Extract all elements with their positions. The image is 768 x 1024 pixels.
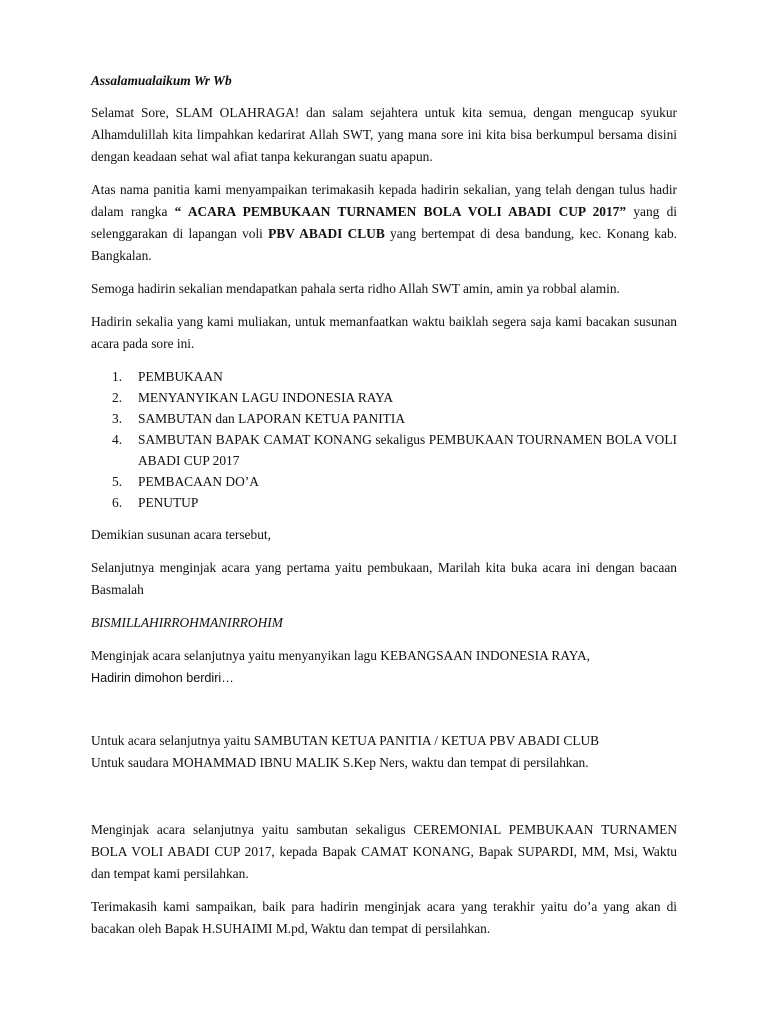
agenda-item: [112, 429, 677, 471]
agenda-list: [91, 366, 677, 513]
committee-speech-line2: Untuk saudara MOHAMMAD IBNU MALIK S.Kep Ners, waktu dan tempat di persilahkan.: [91, 755, 589, 770]
anthem-stand-text: Hadirin dimohon berdiri…: [91, 671, 234, 685]
agenda-item-number: 5.: [112, 474, 123, 489]
agenda-item: [112, 408, 677, 429]
paragraph-ceremonial: Menginjak acara selanjutnya yaitu sambutan sekaligus CEREMONIAL PEMBUKAAN TURNAMEN BOLA VOLI ABADI CUP 2017, kepada Bapak CAMAT KONANG, Bapak SUPARDI, MM, Msi, Waktu dan tempat kami persilahkan.: [91, 822, 677, 881]
blank-space: [91, 785, 677, 819]
paragraph-committee-speech: [91, 730, 677, 774]
event-name: “ ACARA PEMBUKAAN TURNAMEN BOLA VOLI ABADI CUP 2017”: [174, 204, 627, 219]
paragraph-anthem: [91, 645, 677, 689]
agenda-item-text: PEMBUKAAN: [138, 369, 223, 384]
agenda-item: [112, 471, 677, 492]
thanks-text-a: Atas nama panitia kami menyampaikan terimakasih kepada hadirin sekalian, yang telah dengan tulus hadir dalam rangka: [91, 182, 677, 219]
agenda-item-number: 2.: [112, 390, 123, 405]
thanks-text-c: yang bertempat di desa bandung, kec. Konang kab. Bangkalan.: [91, 226, 677, 263]
document-body: [91, 70, 677, 951]
committee-speech-line1: Untuk acara selanjutnya yaitu SAMBUTAN KETUA PANITIA / KETUA PBV ABADI CLUB: [91, 733, 600, 748]
agenda-item-text: PEMBACAAN DO’A: [138, 474, 259, 489]
agenda-item-number: 1.: [112, 369, 123, 384]
paragraph-prayer: Semoga hadirin sekalian mendapatkan pahala serta ridho Allah SWT amin, amin ya robbal alamin.: [91, 281, 620, 296]
agenda-item-text: MENYANYIKAN LAGU INDONESIA RAYA: [138, 390, 394, 405]
paragraph-opening-basmalah: Selanjutnya menginjak acara yang pertama yaitu pembukaan, Marilah kita buka acara ini dengan bacaan Basmalah: [91, 560, 677, 597]
agenda-item-number: 6.: [112, 495, 123, 510]
basmalah-text: BISMILLAHIRROHMANIRROHIM: [91, 615, 283, 630]
agenda-item-text: SAMBUTAN dan LAPORAN KETUA PANITIA: [138, 411, 405, 426]
agenda-item-number: 4.: [112, 432, 123, 447]
agenda-item: [112, 492, 677, 513]
agenda-item-text: SAMBUTAN BAPAK CAMAT KONANG sekaligus PEMBUKAAN TOURNAMEN BOLA VOLI ABADI CUP 2017: [138, 432, 677, 468]
agenda-item: [112, 387, 677, 408]
greeting: Assalamualaikum Wr Wb: [91, 73, 232, 88]
paragraph-final-prayer: Terimakasih kami sampaikan, baik para hadirin menginjak acara yang terakhir yaitu do’a yang akan di bacakan oleh Bapak H.SUHAIMI M.pd, Waktu dan tempat di persilahkan.: [91, 899, 677, 936]
paragraph-thanks: [91, 179, 677, 267]
anthem-text: Menginjak acara selanjutnya yaitu menyanyikan lagu KEBANGSAAN INDONESIA RAYA,: [91, 648, 590, 663]
paragraph-opening: Selamat Sore, SLAM OLAHRAGA! dan salam sejahtera untuk kita semua, dengan mengucap syukur Alhamdulillah kita limpahkan kedarirat Allah SWT, yang mana sore ini kita bisa berkumpul bersama disini dengan keadaan sehat wal afiat tanpa kekurangan suatu apapun.: [91, 105, 677, 164]
blank-space: [91, 700, 677, 730]
agenda-item-text: PENUTUP: [138, 495, 199, 510]
paragraph-closing-agenda: Demikian susunan acara tersebut,: [91, 527, 271, 542]
agenda-item: [112, 366, 677, 387]
thanks-text-b: yang di selenggarakan di lapangan voli: [91, 204, 677, 241]
agenda-item-number: 3.: [112, 411, 123, 426]
club-name: PBV ABADI CLUB: [268, 226, 385, 241]
paragraph-agenda-intro: Hadirin sekalia yang kami muliakan, untuk memanfaatkan waktu baiklah segera saja kami bacakan susunan acara pada sore ini.: [91, 314, 677, 351]
